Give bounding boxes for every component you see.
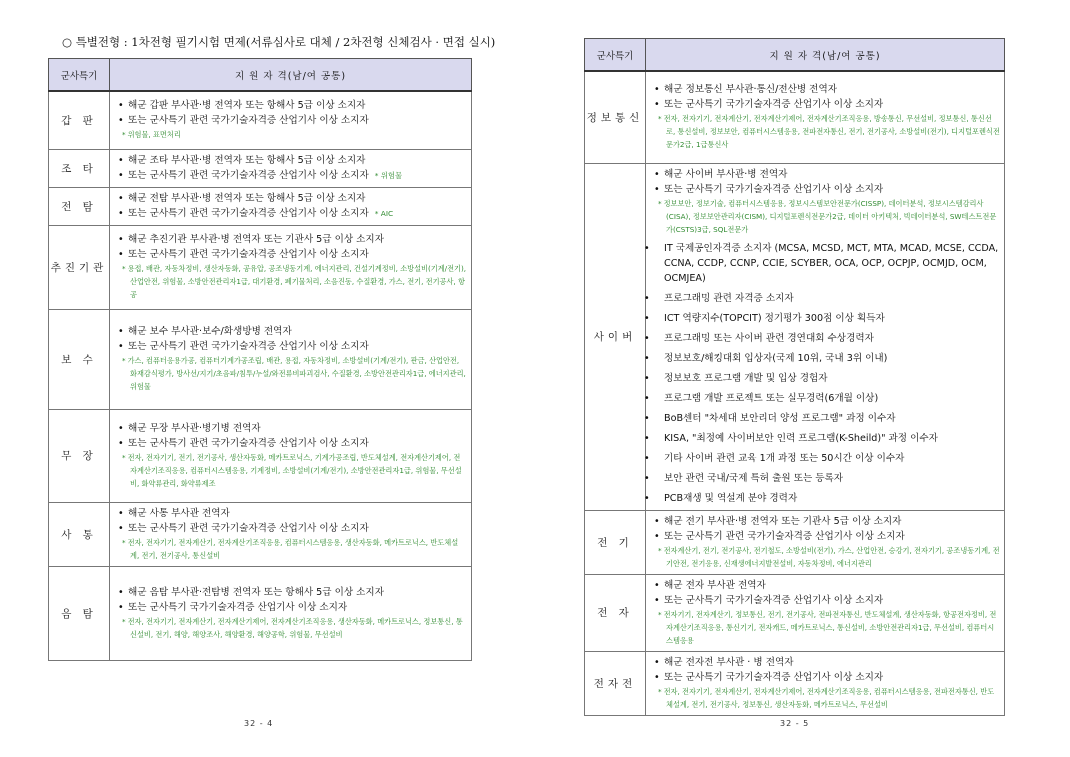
requirement-text: 해군 음탐 부사관·전탐병 전역자 또는 항해사 5급 이상 소지자 xyxy=(128,586,384,598)
bullet-icon: • xyxy=(118,154,124,166)
requirement-line xyxy=(644,371,1000,386)
note-text: 전자, 전자기기, 전자계산기, 전자계산기조직응용, 컴퓨터시스템응용, 생산자동화, 메카트로닉스, 반도체설계, 전기, 전기공사, 통신설비 xyxy=(127,537,459,560)
asterisk-icon: * xyxy=(122,130,126,140)
related-certifications-note xyxy=(654,112,1000,151)
bullet-icon: • xyxy=(118,234,124,245)
table-row xyxy=(49,91,472,149)
section-heading: ○ 특별전형 : 1차전형 필기시험 면제(서류심사로 대체 / 2차전형 신체검사 · 면접 실시) xyxy=(62,35,496,49)
note-text: 전자, 전자기기, 전자계산기, 전자계산기제어, 전자계산기조직응용, 컴퓨터시스템응용, 전파전자통신, 반도체설계, 전기, 전기공사, 정보통신, 생산자동화, 메카트로닉스, 무선설비 xyxy=(663,686,995,709)
column-header-category: 군사특기 xyxy=(49,59,110,92)
requirement-line xyxy=(118,600,467,615)
requirement-text: 해군 갑판 부사관·병 전역자 또는 항해사 5급 이상 소지자 xyxy=(128,100,366,112)
requirement-text: 또는 군사특기 관련 국가기술자격증 산업기사 이상 소지자 xyxy=(128,437,369,449)
column-header-category: 군사특기 xyxy=(585,39,646,72)
requirement-text: 또는 군사특기 관련 국가기술자격증 산업기사 이상 소지자 xyxy=(664,530,905,542)
military-specialty-cell: 조 타 xyxy=(49,149,110,187)
requirement-line xyxy=(654,82,1000,97)
requirement-text: 해군 전자전 부사관 · 병 전역자 xyxy=(664,656,794,668)
bullet-icon: • xyxy=(644,432,650,444)
requirement-text: 정보보호/해킹대회 입상자(국제 10위, 국내 3위 이내) xyxy=(664,352,888,364)
requirement-text: 해군 추진기관 부사관·병 전역자 또는 기관사 5급 이상 소지자 xyxy=(128,234,384,245)
requirement-text: IT 국제공인자격증 소지자 (MCSA, MCSD, MCT, MTA, MCAD, MCSE, CCDA, CCNA, CCDP, CCNP, CCIE, SCYBER, OCA, OCP, OCPJP, OCMJD, OCM, OCMJEA) xyxy=(664,242,999,284)
requirement-line xyxy=(644,471,1000,486)
qualification-cell xyxy=(646,510,1005,574)
requirement-text: 또는 군사특기 국가기술자격증 산업기사 이상 소지자 xyxy=(128,601,348,613)
inline-note-text: 위험물 xyxy=(380,170,403,180)
bullet-icon: • xyxy=(654,84,660,96)
note-text: 용접, 배관, 자동차정비, 생산자동화, 공유압, 공조냉동기계, 에너지관리, 건설기계정비, 소방설비(기계/전기), 산업안전, 위험물, 소방안전관리자1급, 대기환경, 폐기물처리, 소음진동, 수질환경, 가스, 전기, 전기공사, 항공 xyxy=(127,264,467,299)
requirement-line xyxy=(654,578,1000,593)
related-certifications-note xyxy=(654,544,1000,570)
requirement-text: 보안 관련 국내/국제 특허 출원 또는 등록자 xyxy=(664,472,844,484)
requirement-line xyxy=(644,451,1000,466)
requirement-text: 또는 군사특기 관련 국가기술자격증 산업기사 이상 소지자 xyxy=(128,522,369,534)
requirement-text: 또는 군사특기 관련 국가기술자격증 산업기사 이상 소지자 xyxy=(128,249,369,260)
related-certifications-note xyxy=(118,262,467,301)
column-header-qualification: 지 원 자 격(남/여 공통) xyxy=(646,39,1005,72)
bullet-icon: • xyxy=(654,515,660,527)
requirement-text: 프로그래밍 또는 사이버 관련 경연대회 수상경력자 xyxy=(664,332,874,344)
bullet-icon: • xyxy=(118,341,124,352)
qualification-cell xyxy=(646,163,1005,510)
bullet-icon: • xyxy=(118,522,124,534)
bullet-icon: • xyxy=(118,601,124,613)
military-specialty-cell: 음 탐 xyxy=(49,566,110,660)
asterisk-icon: * xyxy=(122,452,126,462)
requirement-text: 해군 무장 부사관·병기병 전역자 xyxy=(128,422,261,434)
bullet-icon: • xyxy=(654,594,660,606)
requirement-line xyxy=(118,436,467,451)
related-certifications-note xyxy=(654,608,1000,647)
related-certifications-note xyxy=(118,128,467,141)
bullet-icon: • xyxy=(644,242,650,254)
requirement-text: 또는 군사특기 국가기술자격증 산업기사 이상 소지자 xyxy=(664,183,884,195)
bullet-icon: • xyxy=(654,671,660,683)
related-certifications-note xyxy=(654,685,1000,711)
military-specialty-cell: 보 수 xyxy=(49,309,110,409)
qualification-cell xyxy=(110,309,472,409)
qualification-cell xyxy=(646,71,1005,163)
military-specialty-cell: 추진기관 xyxy=(49,225,110,309)
requirement-line xyxy=(654,670,1000,685)
bullet-icon: • xyxy=(654,99,660,111)
bullet-icon: • xyxy=(118,192,124,204)
inline-note xyxy=(375,209,393,218)
requirement-text: 또는 군사특기 관련 국가기술자격증 산업기사 이상 소지자 xyxy=(128,341,369,352)
requirement-line xyxy=(118,521,467,536)
requirement-line xyxy=(644,291,1000,306)
table-row xyxy=(49,566,472,660)
bullet-icon: • xyxy=(118,422,124,434)
asterisk-icon: * xyxy=(374,208,379,218)
note-text: 가스, 컴퓨터응용가공, 컴퓨터기계가공조립, 배관, 용접, 자동차정비, 소방설비(기계/전기), 판금, 산업안전, 화재감식평가, 방사선/지기/초음파/침투/누설/와전류비파괴검사, 수질환경, 소방안전관리자1급, 에너지관리, 위험물 xyxy=(127,356,466,391)
requirement-line xyxy=(644,311,1000,326)
requirement-line xyxy=(118,153,467,168)
qualification-cell xyxy=(110,566,472,660)
table-row xyxy=(49,502,472,566)
note-text: 전자, 전자기기, 전자계산기, 전자계산기제어, 전자계산기조직응용, 생산자동화, 메카트로닉스, 정보통신, 통신설비, 전기, 해양, 해양조사, 해양환경, 해양공학, 위험물, 무선설비 xyxy=(127,616,463,639)
military-specialty-cell: 전 탐 xyxy=(49,187,110,225)
related-certifications-note xyxy=(654,197,1000,236)
asterisk-icon: * xyxy=(658,686,662,696)
qualification-table-right xyxy=(584,38,1005,716)
asterisk-icon: * xyxy=(658,114,662,124)
note-text: 전자계산기, 전기, 전기공사, 전기철도, 소방설비(전기), 가스, 산업안전, 승강기, 전자기기, 공조냉동기계, 전기안전, 전기응용, 신재생에너지발전설비, 자동차정비, 에너지관리 xyxy=(663,545,1000,568)
requirement-text: 프로그래밍 관련 자격증 소지자 xyxy=(664,292,794,304)
asterisk-icon: * xyxy=(122,616,126,626)
asterisk-icon: * xyxy=(122,264,126,273)
bullet-icon: • xyxy=(118,100,124,112)
requirement-line xyxy=(118,585,467,600)
military-specialty-cell: 전자전 xyxy=(585,651,646,715)
asterisk-icon: * xyxy=(658,198,662,208)
requirement-line xyxy=(118,168,467,183)
requirement-line xyxy=(118,421,467,436)
requirement-text: KISA, "최정예 사이버보안 인력 프로그램(K-Sheild)" 과정 이수자 xyxy=(664,432,938,444)
asterisk-icon: * xyxy=(122,537,126,547)
qualification-cell xyxy=(110,502,472,566)
note-text: 정보보안, 정보기술, 컴퓨터시스템응용, 정보시스템보안전문가(CISSP), 데이터분석, 정보시스템감리사(CISA), 정보보안관리자(CISM), 디지털포렌식전문가2급, 데이터 아키텍처, 빅데이터분석, SW테스트전문가(CSTS)3급, SQL전문가 xyxy=(663,198,997,234)
requirement-text: 정보보호 프로그램 개발 및 입상 경험자 xyxy=(664,372,828,384)
military-specialty-cell: 무 장 xyxy=(49,409,110,502)
table-row xyxy=(585,163,1005,510)
table-row xyxy=(585,651,1005,715)
requirement-line xyxy=(654,655,1000,670)
table-row xyxy=(49,149,472,187)
requirement-text: 또는 군사특기 국가기술자격증 산업기사 이상 소지자 xyxy=(664,671,884,683)
bullet-icon: • xyxy=(644,392,650,404)
requirement-text: BoB센터 "차세대 보안리더 양성 프로그램" 과정 이수자 xyxy=(664,412,896,424)
requirement-text: 또는 군사특기 관련 국가기술자격증 산업기사 이상 소지자 xyxy=(128,207,369,219)
note-text: 전자기기, 전자계산기, 정보통신, 전기, 전기공사, 전파전자통신, 반도체설계, 생산자동화, 항공전자정비, 전자계산기조직응용, 통신기기, 전자캐드, 메카트로닉스, 통신설비, 소방안전관리자1급, 무선설비, 컴퓨터시스템응용 xyxy=(663,609,997,645)
right-page xyxy=(584,38,1005,716)
requirement-line xyxy=(118,113,467,128)
requirement-line xyxy=(644,491,1000,506)
requirement-line xyxy=(654,529,1000,544)
related-certifications-note xyxy=(118,536,467,562)
bullet-icon: • xyxy=(654,183,660,195)
requirement-text: 해군 정보통신 부사관·통신/전산병 전역자 xyxy=(664,84,837,96)
bullet-icon: • xyxy=(644,312,650,324)
note-text: 전자, 전자기기, 전기, 전기공사, 생산자동화, 메카트로닉스, 기계가공조립, 반도체설계, 전자계산기제어, 전자계산기조직응용, 컴퓨터시스템응용, 기계정비, 소방설비(기계/전기), 소방안전관리자1급, 위험물, 무선설비, 화약류관리, 화약류제조 xyxy=(127,452,462,488)
inline-note-text: AIC xyxy=(380,208,394,218)
requirement-text: 해군 전자 부사관 전역자 xyxy=(664,579,766,591)
table-row xyxy=(49,225,472,309)
requirement-line xyxy=(118,339,467,354)
qualification-cell xyxy=(110,187,472,225)
requirement-line xyxy=(654,182,1000,197)
bullet-icon: • xyxy=(644,472,650,484)
military-specialty-cell: 전 기 xyxy=(585,510,646,574)
bullet-icon: • xyxy=(644,412,650,424)
requirement-text: 해군 전기 부사관·병 전역자 또는 기관사 5급 이상 소지자 xyxy=(664,515,902,527)
bullet-icon: • xyxy=(654,579,660,591)
requirement-line xyxy=(644,391,1000,406)
requirement-line xyxy=(654,514,1000,529)
bullet-icon: • xyxy=(118,169,124,181)
requirement-text: 해군 사이버 부사관·병 전역자 xyxy=(664,168,788,180)
requirement-line xyxy=(644,431,1000,446)
bullet-icon: • xyxy=(644,492,650,504)
asterisk-icon: * xyxy=(658,545,662,555)
inline-note xyxy=(375,171,402,180)
bullet-icon: • xyxy=(644,372,650,384)
qualification-cell xyxy=(110,225,472,309)
bullet-icon: • xyxy=(118,507,124,519)
qualification-cell xyxy=(110,149,472,187)
note-text: 전자, 전자기기, 전자계산기, 전자계산기제어, 전자계산기조직응용, 방송통신, 무선설비, 정보통신, 통신선로, 통신설비, 정보보안, 컴퓨터시스템응용, 전파전자통신, 전기, 전기공사, 소방설비(전기), 디지털포렌식전문가2급, 1급통신사 xyxy=(663,114,1000,150)
related-certifications-note xyxy=(118,451,467,490)
requirement-text: 또는 군사특기 국가기술자격증 산업기사 이상 소지자 xyxy=(664,99,884,111)
bullet-icon: • xyxy=(644,352,650,364)
table-row xyxy=(49,409,472,502)
requirement-line xyxy=(644,411,1000,426)
table-row xyxy=(585,71,1005,163)
bullet-icon: • xyxy=(644,292,650,304)
qualification-table-left xyxy=(48,58,472,661)
requirement-text: PCB재생 및 역설계 분야 경력자 xyxy=(664,492,798,504)
related-certifications-note xyxy=(118,615,467,641)
asterisk-icon: * xyxy=(122,356,126,365)
table-row xyxy=(49,187,472,225)
requirement-line xyxy=(644,241,1000,286)
bullet-icon: • xyxy=(118,249,124,260)
military-specialty-cell: 사이버 xyxy=(585,163,646,510)
left-page xyxy=(48,34,496,661)
bullet-icon: • xyxy=(644,452,650,464)
table-row xyxy=(585,574,1005,651)
requirement-line xyxy=(118,191,467,206)
military-specialty-cell: 갑 판 xyxy=(49,91,110,149)
page-number-right: 32 - 5 xyxy=(780,719,810,728)
requirement-text: 또는 군사특기 국가기술자격증 산업기사 이상 소지자 xyxy=(664,594,884,606)
page-number-left: 32 - 4 xyxy=(244,719,274,728)
requirement-line xyxy=(118,206,467,221)
note-text: 위험물, 표면처리 xyxy=(127,130,181,140)
table-row xyxy=(49,309,472,409)
requirement-line xyxy=(654,167,1000,182)
requirement-text: 해군 전탐 부사관·병 전역자 또는 항해사 5급 이상 소지자 xyxy=(128,192,366,204)
requirement-line xyxy=(118,247,467,262)
bullet-icon: • xyxy=(118,115,124,127)
qualification-cell xyxy=(646,574,1005,651)
requirement-text: 해군 사통 부사관 전역자 xyxy=(128,507,230,519)
table-row xyxy=(585,510,1005,574)
requirement-line xyxy=(118,98,467,113)
qualification-cell xyxy=(110,91,472,149)
qualification-cell xyxy=(110,409,472,502)
requirement-line xyxy=(118,506,467,521)
asterisk-icon: * xyxy=(658,609,662,619)
requirement-text: 해군 조타 부사관·병 전역자 또는 항해사 5급 이상 소지자 xyxy=(128,154,366,166)
requirement-text: 또는 군사특기 관련 국가기술자격증 산업기사 이상 소지자 xyxy=(128,115,369,127)
military-specialty-cell: 전 자 xyxy=(585,574,646,651)
requirement-text: 해군 보수 부사관·보수/화생방병 전역자 xyxy=(128,326,292,337)
bullet-icon: • xyxy=(118,437,124,449)
qualification-cell xyxy=(646,651,1005,715)
bullet-icon: • xyxy=(654,168,660,180)
requirement-text: 또는 군사특기 관련 국가기술자격증 산업기사 이상 소지자 xyxy=(128,169,369,181)
military-specialty-cell: 정보통신 xyxy=(585,71,646,163)
military-specialty-cell: 사 통 xyxy=(49,502,110,566)
requirement-line xyxy=(644,331,1000,346)
asterisk-icon: * xyxy=(374,170,379,180)
bullet-icon: • xyxy=(654,656,660,668)
requirement-text: 프로그램 개발 프로젝트 또는 실무경력(6개월 이상) xyxy=(664,392,879,404)
bullet-icon: • xyxy=(654,530,660,542)
bullet-icon: • xyxy=(644,332,650,344)
requirement-text: 기타 사이버 관련 교육 1개 과정 또는 50시간 이상 이수자 xyxy=(664,452,905,464)
related-certifications-note xyxy=(118,354,467,393)
requirement-line xyxy=(118,324,467,339)
bullet-icon: • xyxy=(118,207,124,219)
bullet-icon: • xyxy=(118,586,124,598)
requirement-line xyxy=(654,97,1000,112)
column-header-qualification: 지 원 자 격(남/여 공통) xyxy=(110,59,472,92)
requirement-line xyxy=(654,593,1000,608)
requirement-line xyxy=(644,351,1000,366)
requirement-line xyxy=(118,232,467,247)
requirement-text: ICT 역량지수(TOPCIT) 정기평가 300점 이상 획득자 xyxy=(664,312,885,324)
bullet-icon: • xyxy=(118,326,124,337)
